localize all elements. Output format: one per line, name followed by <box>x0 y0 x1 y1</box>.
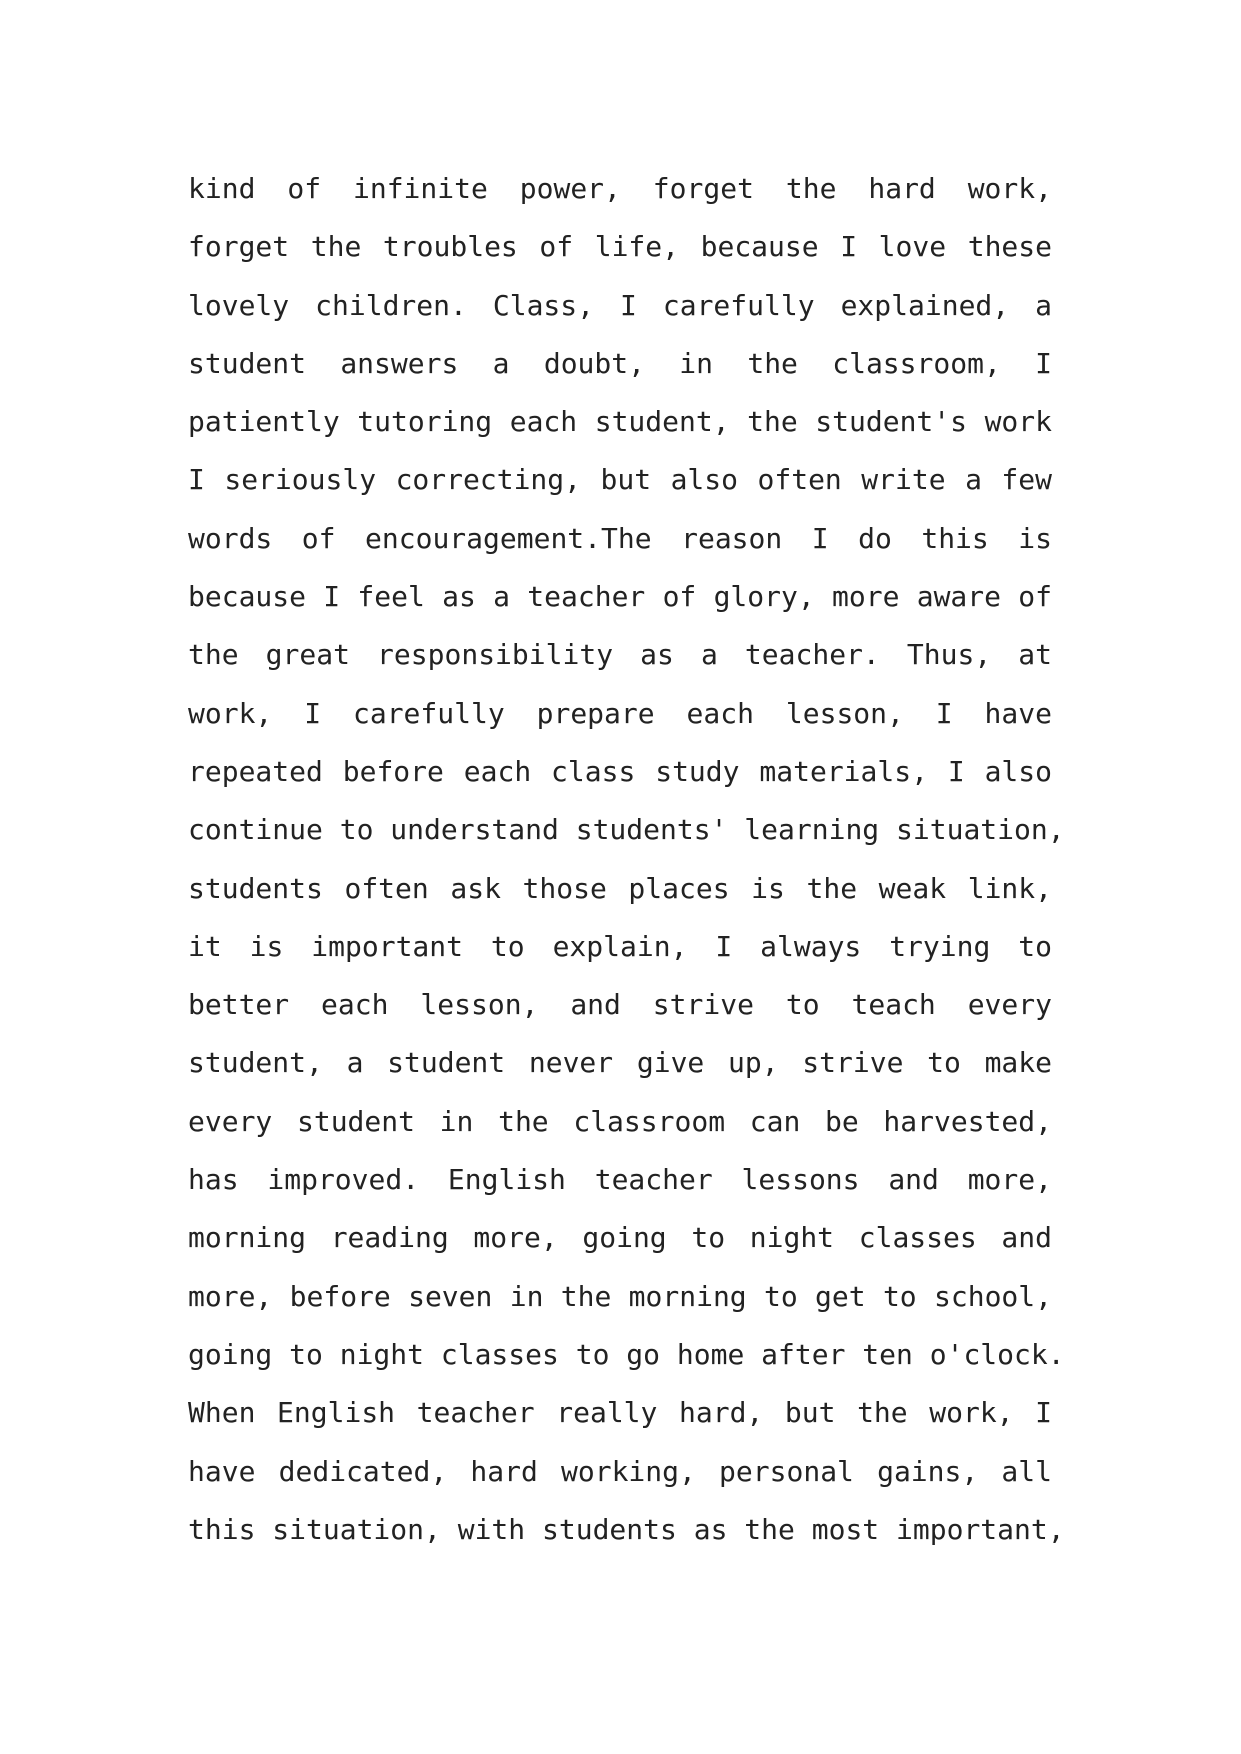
body-text <box>188 160 1065 1559</box>
text-line: repeated before each class study materials, I also <box>188 754 1052 788</box>
text-line: going to night classes to go home after ten o'clock. <box>188 1337 1065 1371</box>
text-line: better each lesson, and strive to teach every <box>188 988 1052 1022</box>
text-line: morning reading more, going to night classes and <box>188 1221 1052 1255</box>
text-line: more, before seven in the morning to get to school, <box>188 1279 1052 1313</box>
text-line: forget the troubles of life, because I love these <box>188 230 1052 264</box>
text-line: student answers a doubt, in the classroom, I <box>188 346 1052 380</box>
text-line: it is important to explain, I always trying to <box>188 929 1052 963</box>
text-line: lovely children. Class, I carefully explained, a <box>188 288 1052 322</box>
text-line: student, a student never give up, strive to make <box>188 1046 1052 1080</box>
text-line: kind of infinite power, forget the hard work, <box>188 172 1052 205</box>
text-line: words of encouragement.The reason I do this is <box>188 521 1052 555</box>
text-line: has improved. English teacher lessons and more, <box>188 1163 1052 1197</box>
text-line: this situation, with students as the most important, <box>188 1512 1065 1546</box>
text-line: work, I carefully prepare each lesson, I have <box>188 696 1052 730</box>
text-line: students often ask those places is the weak link, <box>188 871 1052 905</box>
text-line: have dedicated, hard working, personal gains, all <box>188 1454 1052 1488</box>
text-line: the great responsibility as a teacher. Thus, at <box>188 638 1052 672</box>
text-line: I seriously correcting, but also often write a few <box>188 463 1052 497</box>
text-line: continue to understand students' learning situation, <box>188 813 1065 847</box>
text-line: because I feel as a teacher of glory, more aware of <box>188 580 1052 614</box>
text-line: When English teacher really hard, but the work, I <box>188 1396 1052 1430</box>
text-line: patiently tutoring each student, the student's work <box>188 405 1052 439</box>
text-line: every student in the classroom can be harvested, <box>188 1104 1052 1138</box>
